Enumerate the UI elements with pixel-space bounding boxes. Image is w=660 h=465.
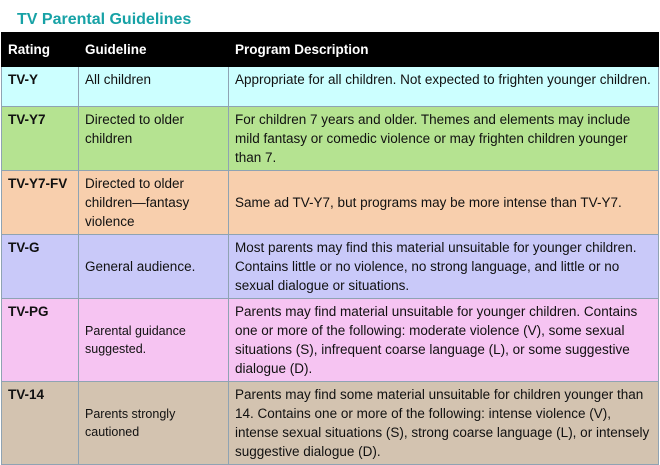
rating-cell: TV-14 [2,382,79,465]
rating-cell: TV-Y [2,67,79,107]
description-cell: Parents may find material unsuitable for younger children. Contains one or more of the following: moderate violence (V), some sexual situations (S), infrequent coarse language (L), or some suggestive dialogue (D). [229,299,659,382]
description-cell: Parents may find some material unsuitable for children younger than 14. Contains one or more of the following: intense violence (V), intense sexual situations (S), strong coarse language (L), or intensely suggestive dialogue (D). [229,382,659,465]
rating-cell: TV-PG [2,299,79,382]
guideline-cell: Parental guidance suggested. [79,299,229,382]
description-cell: Appropriate for all children. Not expected to frighten younger children. [229,67,659,107]
header-description: Program Description [229,33,659,67]
table-row [2,235,659,299]
guideline-cell: All children [79,67,229,107]
table-header-row [2,33,659,67]
description-cell: Most parents may find this material unsuitable for younger children. Contains little or no violence, no strong language, and little or no sexual dialogue or situations. [229,235,659,299]
rating-cell: TV-G [2,235,79,299]
guideline-cell: General audience. [79,235,229,299]
rating-cell: TV-Y7-FV [2,171,79,235]
header-guideline: Guideline [79,33,229,67]
table-row [2,107,659,171]
description-cell: Same ad TV-Y7, but programs may be more intense than TV-Y7. [229,171,659,235]
table-row [2,171,659,235]
guideline-cell: Parents strongly cautioned [79,382,229,465]
page-title: TV Parental Guidelines [17,11,192,28]
table-row [2,382,659,465]
guidelines-table [1,32,659,465]
rating-cell: TV-Y7 [2,107,79,171]
table-row [2,299,659,382]
guideline-cell: Directed to older children [79,107,229,171]
guideline-cell: Directed to older children—fantasy violence [79,171,229,235]
description-cell: For children 7 years and older. Themes and elements may include mild fantasy or comedic violence or may frighten children younger than 7. [229,107,659,171]
table-row [2,67,659,107]
header-rating: Rating [2,33,79,67]
